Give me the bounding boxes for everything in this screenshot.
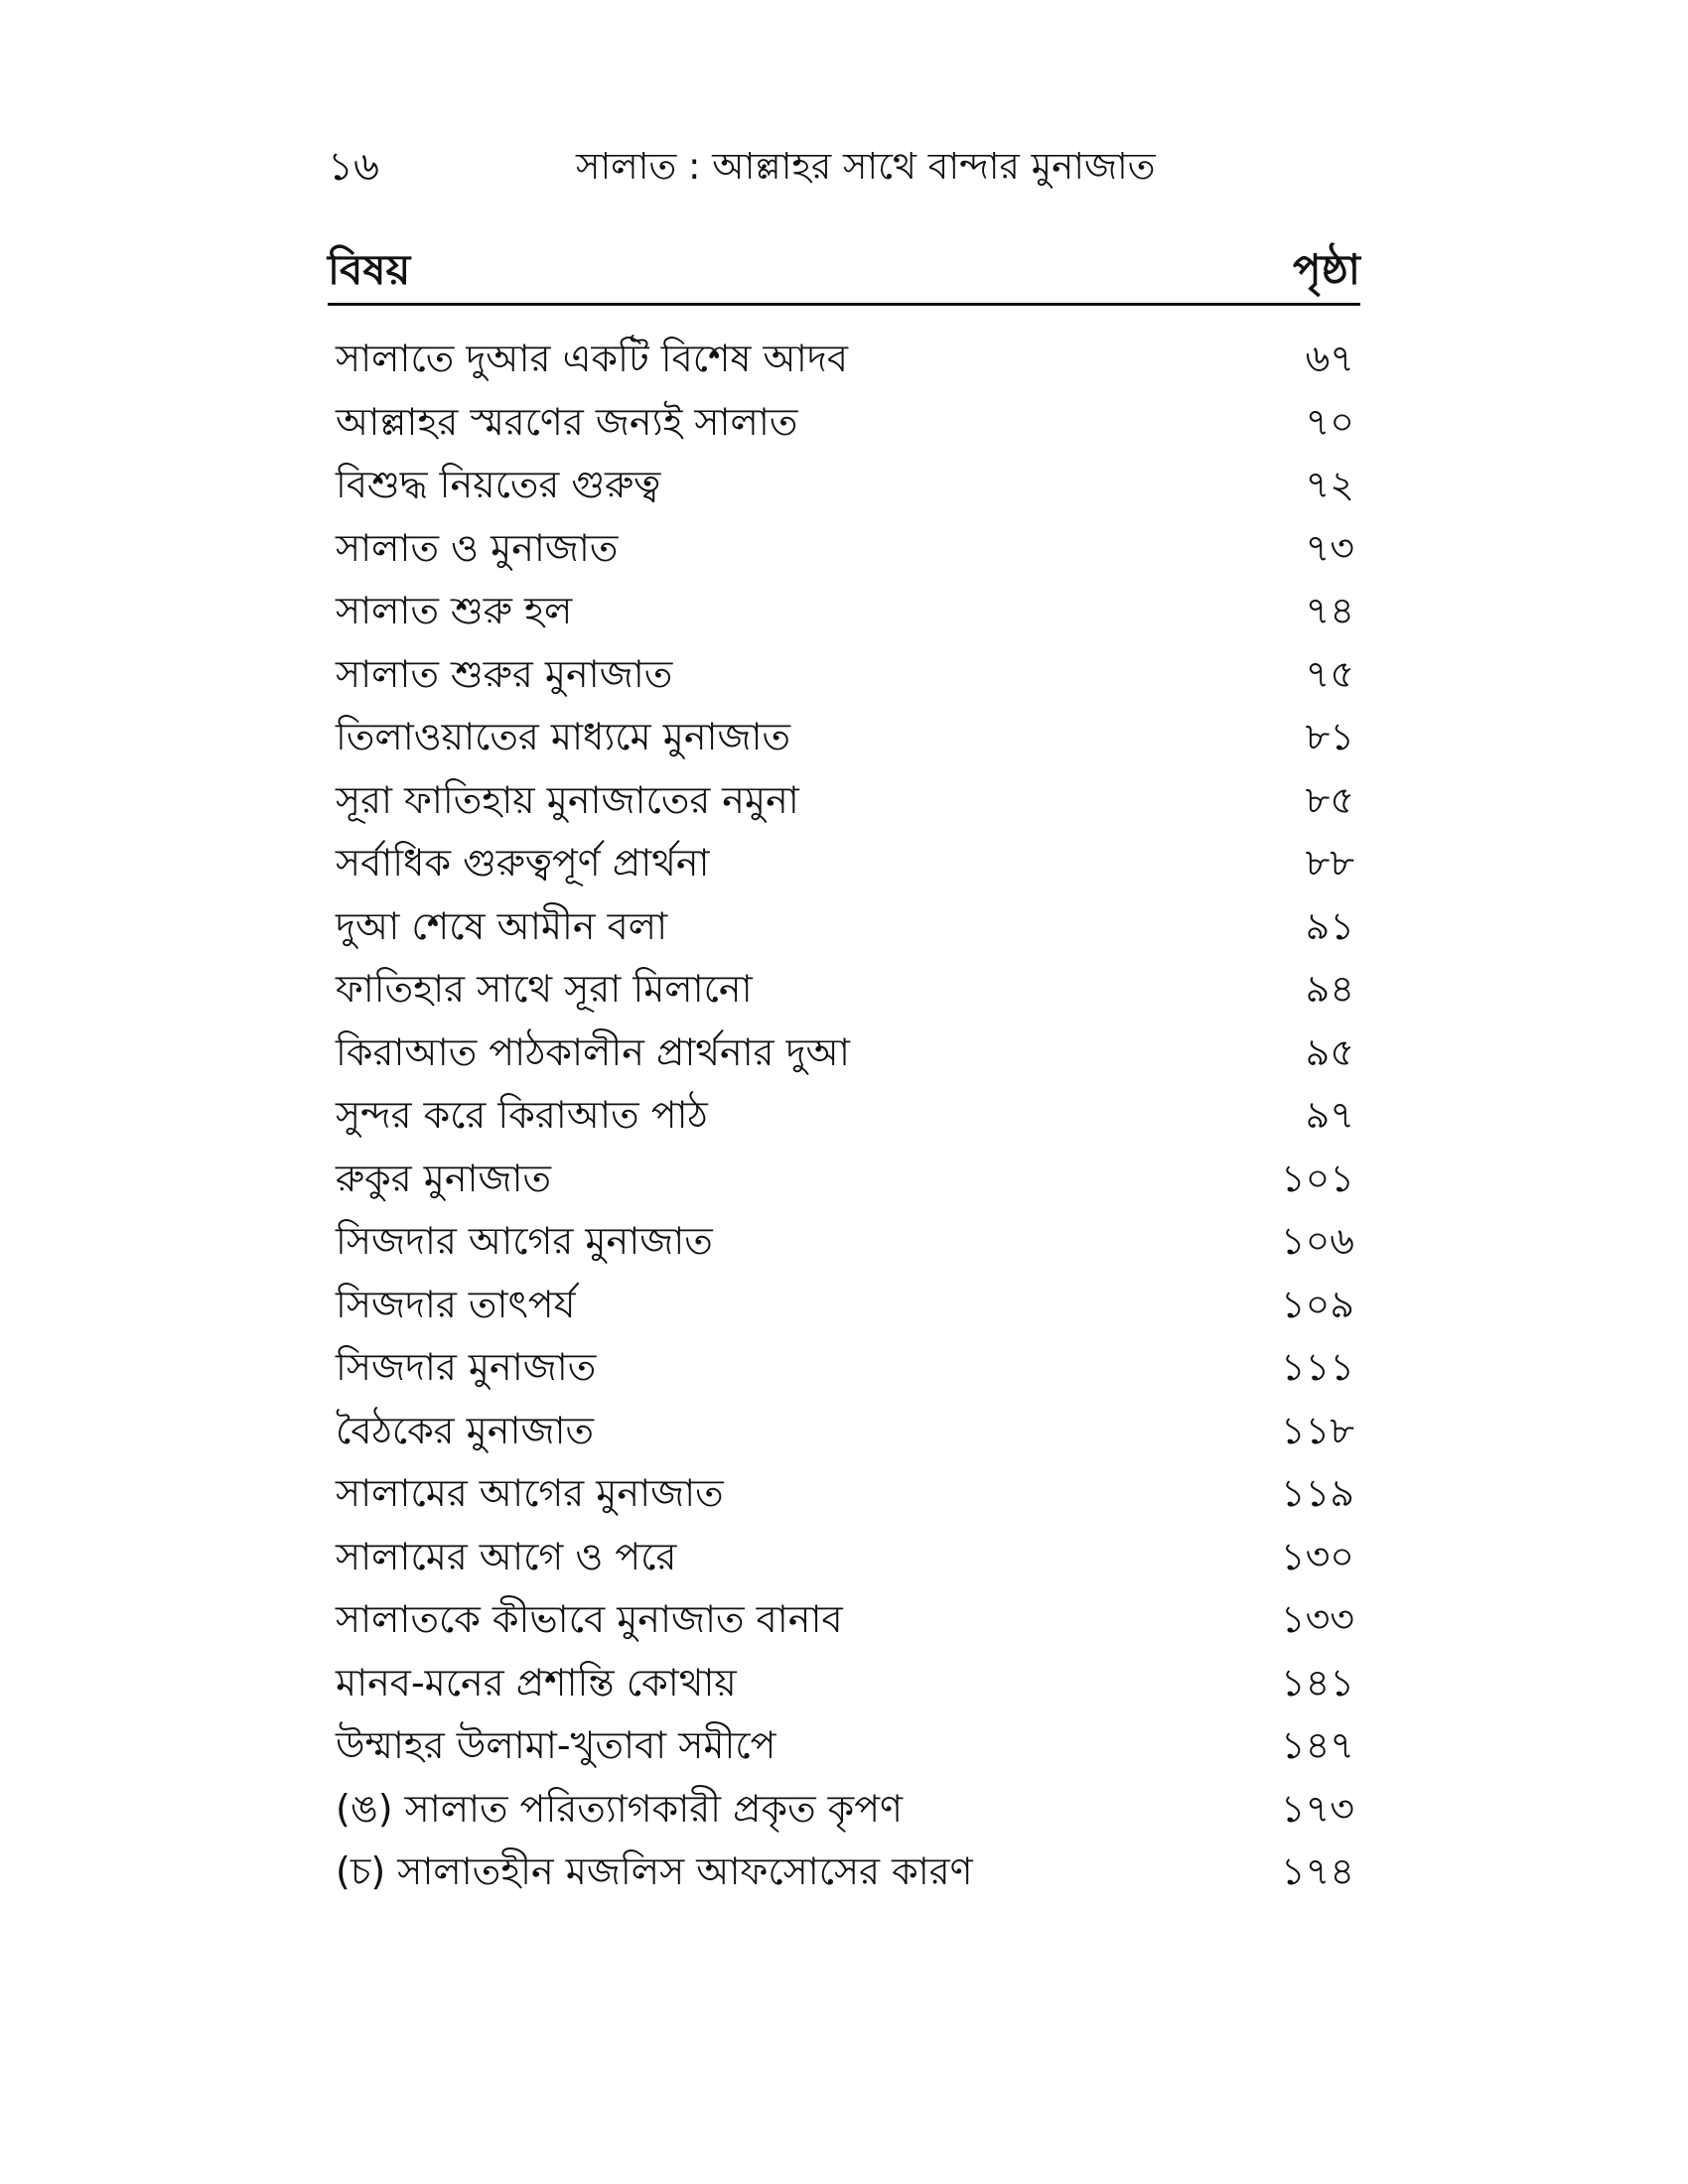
toc-entry [328, 706, 1360, 769]
toc-entry-topic: সিজদার আগের মুনাজাত [336, 1219, 713, 1263]
toc-entry-page: ৭৫ [1305, 651, 1354, 696]
toc-entry-page: ৭৪ [1305, 589, 1354, 632]
toc-entry-topic: সালাতে দুআর একটি বিশেষ আদব [336, 337, 848, 380]
toc-entry-page: ১৭৪ [1280, 1849, 1354, 1893]
toc-entry-page: ৯৪ [1305, 967, 1354, 1011]
toc-entry [328, 1778, 1360, 1842]
toc-entry-page: ১৪৭ [1280, 1723, 1354, 1767]
toc-entry-topic: সালাতকে কীভাবে মুনাজাত বানাব [336, 1597, 843, 1641]
toc-entry-page: ৯৭ [1305, 1093, 1354, 1137]
toc-entry-page: ৮৮ [1305, 841, 1354, 885]
toc-entry-topic: মানব-মনের প্রশান্তি কোথায় [336, 1660, 737, 1705]
toc-entry [328, 1084, 1360, 1148]
toc-entry [328, 517, 1360, 581]
toc-entry-topic: (ঙ) সালাত পরিত্যাগকারী প্রকৃত কৃপণ [336, 1786, 904, 1831]
toc-entry-topic: ফাতিহার সাথে সূরা মিলানো [336, 967, 753, 1011]
toc-entry-topic: বৈঠকের মুনাজাত [336, 1408, 594, 1452]
toc-entry-page: ১০১ [1280, 1156, 1354, 1200]
toc-entry [328, 328, 1360, 391]
toc-entry-topic: সর্বাধিক গুরুত্বপূর্ণ প্রার্থনা [336, 841, 710, 885]
toc-entry [328, 1274, 1360, 1337]
toc-entry-page: ৯৫ [1305, 1029, 1354, 1074]
toc-entry-topic: বিশুদ্ধ নিয়তের গুরুত্ব [336, 463, 661, 506]
toc-entry-page: ১০৬ [1280, 1219, 1354, 1263]
toc-entry [328, 1462, 1360, 1526]
toc-entry [328, 391, 1360, 455]
toc-entry [328, 895, 1360, 959]
toc-entry-topic: কিরাআত পাঠকালীন প্রার্থনার দুআ [336, 1029, 850, 1074]
toc-entry-page: ৬৭ [1305, 337, 1354, 380]
toc-entry-page: ১৩৩ [1280, 1597, 1354, 1641]
toc-entry-page: ৭৩ [1305, 525, 1354, 570]
toc-entry [328, 1652, 1360, 1715]
toc-entry-topic: সালামের আগে ও পরে [336, 1534, 677, 1578]
toc-entry-topic: উম্মাহর উলামা-খুতাবা সমীপে [336, 1723, 776, 1767]
toc-entry-page: ১১১ [1281, 1345, 1354, 1389]
column-header-topic: বিষয় [328, 245, 411, 294]
toc-entry-topic: সালাত শুরুর মুনাজাত [336, 651, 673, 696]
toc-entry-page: ১১৮ [1281, 1408, 1354, 1452]
toc-entry-topic: সূরা ফাতিহায় মুনাজাতের নমুনা [336, 777, 799, 822]
toc-entry-topic: সালাত ও মুনাজাত [336, 525, 619, 570]
toc-entry [328, 1526, 1360, 1589]
toc-entry-topic: (চ) সালাতহীন মজলিস আফসোসের কারণ [336, 1849, 973, 1893]
toc-entry-page: ৮৫ [1305, 777, 1354, 822]
toc-entry [328, 1336, 1360, 1400]
toc-entry-page: ৭২ [1305, 463, 1354, 506]
toc-entry-topic: দুআ শেষে আমীন বলা [336, 903, 668, 948]
toc-entry-topic: সুন্দর করে কিরাআত পাঠ [336, 1093, 708, 1137]
toc-entry [328, 1714, 1360, 1778]
column-header-page: পৃষ্ঠা [1292, 245, 1360, 294]
toc-entry [328, 832, 1360, 895]
toc-entry-topic: তিলাওয়াতের মাধ্যমে মুনাজাত [336, 715, 791, 758]
toc-column-headers [328, 238, 1360, 302]
toc-entry-topic: সালামের আগের মুনাজাত [336, 1471, 724, 1515]
toc-entry-page: ৯১ [1305, 903, 1354, 948]
toc-entry-page: ৭০ [1305, 399, 1354, 444]
toc-entry [328, 1148, 1360, 1211]
toc-entry [328, 643, 1360, 707]
table-of-contents [328, 328, 1360, 1904]
toc-entry-page: ১৪১ [1281, 1660, 1354, 1705]
toc-entry [328, 580, 1360, 643]
toc-entry-page: ১০৯ [1280, 1282, 1354, 1326]
toc-entry [328, 1022, 1360, 1085]
toc-entry-topic: সিজদার মুনাজাত [336, 1345, 597, 1389]
toc-entry [328, 769, 1360, 833]
toc-entry [328, 1841, 1360, 1904]
toc-entry-topic: আল্লাহর স্মরণের জন্যই সালাত [336, 399, 798, 444]
page-number: ১৬ [328, 144, 379, 190]
toc-entry-page: ১৭৩ [1280, 1786, 1354, 1831]
toc-entry [328, 1400, 1360, 1463]
running-header: সালাত : আল্লাহর সাথে বান্দার মুনাজাত [576, 145, 1156, 188]
toc-entry-topic: রুকুর মুনাজাত [336, 1156, 552, 1200]
toc-entry [328, 1210, 1360, 1274]
header-divider [328, 303, 1360, 306]
toc-entry [328, 958, 1360, 1022]
toc-entry-page: ১১৯ [1281, 1471, 1354, 1515]
toc-entry-topic: সিজদার তাৎপর্য [336, 1282, 576, 1326]
toc-entry-page: ৮১ [1305, 715, 1354, 758]
toc-entry-page: ১৩০ [1280, 1534, 1354, 1578]
toc-entry [328, 454, 1360, 517]
toc-entry-topic: সালাত শুরু হল [336, 589, 573, 632]
toc-entry [328, 1588, 1360, 1652]
